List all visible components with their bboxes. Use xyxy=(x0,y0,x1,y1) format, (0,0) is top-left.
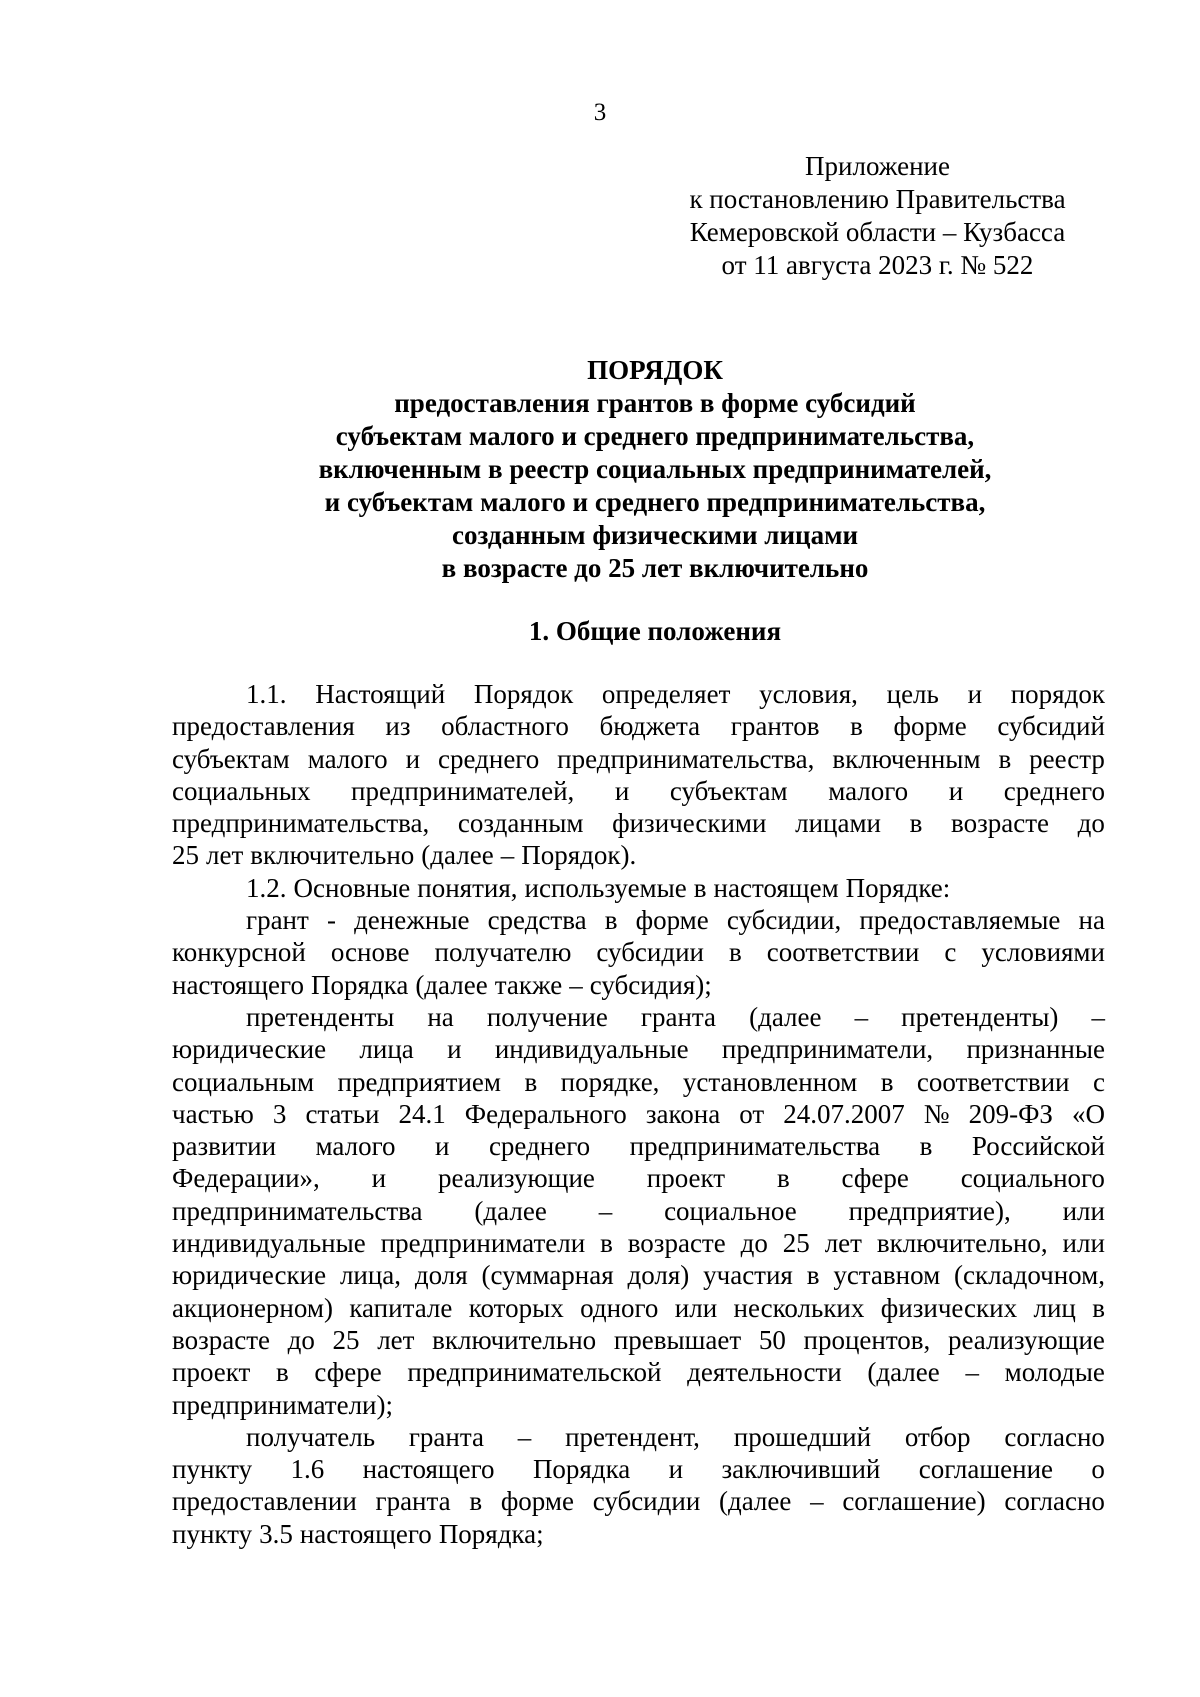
paragraph xyxy=(172,1001,1105,1421)
text-line: социальных предпринимателей, и субъектам малого и среднего xyxy=(172,775,1105,806)
text-line: претенденты на получение гранта (далее – претенденты) – xyxy=(246,1001,1105,1032)
text-line: настоящего Порядка (далее также – субсидия); xyxy=(172,969,712,1000)
paragraph xyxy=(172,872,1105,904)
appendix-line: Кемеровской области – Кузбасса xyxy=(689,217,1066,247)
text-line: юридические лица и индивидуальные предприниматели, признанные xyxy=(172,1034,1105,1065)
text-line: проект в сфере предпринимательской деятельности (далее – молодые xyxy=(172,1357,1105,1388)
appendix-line: Приложение xyxy=(805,151,950,181)
text-line: предприниматели); xyxy=(172,1389,393,1420)
text-line: 1.2. Основные понятия, используемые в настоящем Порядке: xyxy=(246,872,951,903)
paragraph xyxy=(172,904,1105,1001)
body-text xyxy=(172,678,1105,1550)
text-line: пункту 3.5 настоящего Порядка; xyxy=(172,1518,544,1549)
page-number: 3 xyxy=(593,99,607,126)
text-line: субъектам малого и среднего предпринимательства, включенным в реестр xyxy=(172,743,1105,774)
title-line: включенным в реестр социальных предпринимателей, xyxy=(318,454,992,484)
text-line: предпринимательства (далее – социальное предприятие), или xyxy=(172,1195,1105,1226)
text-line: возрасте до 25 лет включительно превышает 50 процентов, реализующие xyxy=(172,1324,1105,1355)
title-line: и субъектам малого и среднего предпринимательства, xyxy=(324,487,986,517)
text-line: пункту 1.6 настоящего Порядка и заключивший соглашение о xyxy=(172,1454,1105,1485)
document-title xyxy=(170,354,1140,585)
text-line: частью 3 статьи 24.1 Федерального закона от 24.07.2007 № 209-ФЗ «О xyxy=(172,1098,1105,1129)
text-line: предоставлении гранта в форме субсидии (далее – соглашение) согласно xyxy=(172,1486,1105,1517)
title-line: предоставления грантов в форме субсидий xyxy=(394,388,916,418)
text-line: получатель гранта – претендент, прошедший отбор согласно xyxy=(246,1421,1105,1452)
text-line: акционерном) капитале которых одного или нескольких физических лиц в xyxy=(172,1292,1105,1323)
text-line: предоставления из областного бюджета грантов в форме субсидий xyxy=(172,711,1105,742)
text-line: 25 лет включительно (далее – Порядок). xyxy=(172,840,637,871)
text-line: 1.1. Настоящий Порядок определяет условия, цель и порядок xyxy=(246,679,1105,709)
paragraph xyxy=(172,1421,1105,1550)
text-line: социальным предприятием в порядке, установленном в соответствии с xyxy=(172,1066,1105,1097)
text-line: Федерации», и реализующие проект в сфере социального xyxy=(172,1163,1105,1194)
section-heading: 1. Общие положения xyxy=(528,616,782,646)
text-line: конкурсной основе получателю субсидии в соответствии с условиями xyxy=(172,937,1105,968)
text-line: грант - денежные средства в форме субсидии, предоставляемые на xyxy=(246,905,1105,936)
text-line: предпринимательства, созданным физическими лицами в возрасте до xyxy=(172,808,1105,839)
paragraph xyxy=(172,678,1105,872)
title-line: в возрасте до 25 лет включительно xyxy=(441,553,869,583)
title-line: созданным физическими лицами xyxy=(451,520,859,550)
text-line: юридические лица, доля (суммарная доля) участия в уставном (складочном, xyxy=(172,1260,1105,1291)
text-line: развитии малого и среднего предпринимательства в Российской xyxy=(172,1131,1105,1162)
title-line: субъектам малого и среднего предпринимательства, xyxy=(335,421,975,451)
appendix-line: к постановлению Правительства xyxy=(689,184,1066,214)
text-line: индивидуальные предприниматели в возрасте до 25 лет включительно, или xyxy=(172,1228,1105,1259)
title-heading: ПОРЯДОК xyxy=(587,355,723,385)
appendix-block xyxy=(640,150,1115,282)
appendix-line: от 11 августа 2023 г. № 522 xyxy=(721,250,1034,280)
